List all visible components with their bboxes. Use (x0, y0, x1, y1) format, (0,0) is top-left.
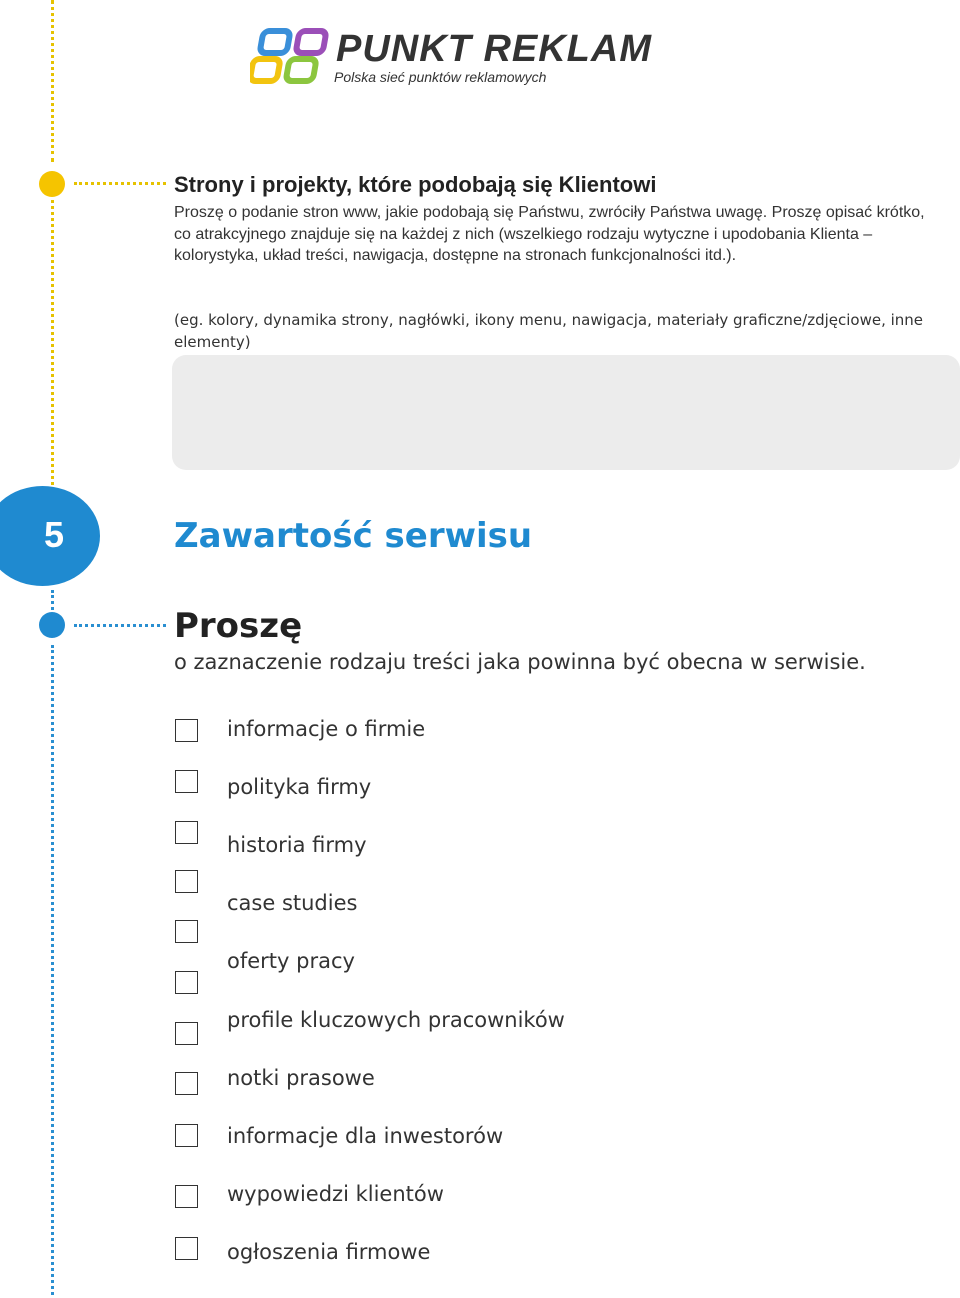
checkbox-notki-prasowe[interactable] (175, 1022, 198, 1045)
checkbox-case-studies[interactable] (175, 870, 198, 893)
guide-line-middle (51, 200, 54, 485)
option-label: historia firmy (227, 833, 367, 857)
guide-dots-prosze (74, 624, 166, 627)
checkbox-informacje-o-firmie[interactable] (175, 719, 198, 742)
preferences-answer-field[interactable] (172, 355, 960, 470)
content-instruction: o zaznaczenie rodzaju treści jaka powinna być obecna w serwisie. (174, 650, 866, 674)
preferences-title: Strony i projekty, które podobają się Klientowi (174, 172, 657, 197)
logo-mark-icon (250, 28, 336, 88)
checkbox-informacje-dla-inwestorow-2[interactable] (175, 1124, 198, 1147)
checkbox-oferty-pracy[interactable] (175, 920, 198, 943)
preferences-description: Proszę o podanie stron www, jakie podobają się Państwu, zwróciły Państwa uwagę. Proszę opisać krótko, co atrakcyjnego znajduje się na każdej z nich (wszelkiego rodzaju wytyczne i upodobania Klienta – kolorystyka, układ treści, nawigacja, dostępne na stronach funkcjonalności itd.). (174, 204, 925, 264)
option-label: case studies (227, 891, 358, 915)
option-label: ogłoszenia firmowe (227, 1240, 431, 1264)
checkbox-wypowiedzi-klientow[interactable] (175, 1185, 198, 1208)
checkbox-ogloszenia-firmowe[interactable] (175, 1237, 198, 1260)
checkbox-informacje-inwestorzy[interactable] (175, 1072, 198, 1095)
option-label: oferty pracy (227, 949, 355, 973)
checkbox-profile-pracownikow[interactable] (175, 971, 198, 994)
option-label: notki prasowe (227, 1066, 375, 1090)
option-label: informacje o firmie (227, 717, 426, 741)
content-lead: Proszę (174, 606, 303, 646)
guide-line-bottom (51, 645, 54, 1295)
guide-line-top (51, 0, 54, 162)
checkbox-polityka-firmy[interactable] (175, 770, 198, 793)
option-label: informacje dla inwestorów (227, 1124, 504, 1148)
option-label: polityka firmy (227, 775, 372, 799)
yellow-bullet-icon (38, 170, 66, 198)
option-label: profile kluczowych pracowników (227, 1008, 565, 1032)
logo (250, 26, 730, 90)
section-number: 5 (43, 514, 65, 555)
checkbox-historia-firmy[interactable] (175, 821, 198, 844)
preferences-hint: (eg. kolory, dynamika strony, nagłówki, ikony menu, nawigacja, materiały graficzne/zdjęciowe, inne elementy) (174, 311, 924, 351)
guide-dots-preferences (74, 182, 166, 185)
option-label: wypowiedzi klientów (227, 1182, 444, 1206)
section-title: Zawartość serwisu (174, 516, 533, 556)
logo-name: PUNKT REKLAM (336, 28, 652, 70)
guide-line-lower (51, 590, 54, 610)
logo-tagline: Polska sieć punktów reklamowych (334, 69, 547, 85)
blue-bullet-icon (38, 611, 66, 639)
